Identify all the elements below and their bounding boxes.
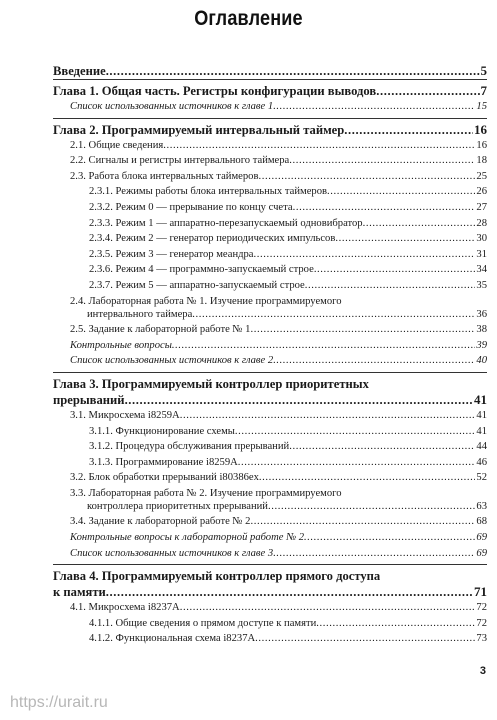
dot-leader [376, 83, 479, 99]
toc-entry-page: 28 [476, 217, 487, 229]
dot-leader [172, 338, 475, 354]
toc-entry-page: 46 [476, 456, 487, 468]
toc-entry[interactable] [53, 530, 487, 546]
toc-entry-page: 38 [476, 324, 487, 336]
chapter-title-cont: прерываний [53, 392, 125, 407]
toc-entry-page: 69 [476, 532, 487, 544]
dot-leader [235, 424, 475, 440]
toc-entry[interactable] [53, 153, 487, 169]
toc-entry-title-cont: интервального таймера [87, 309, 193, 321]
dot-leader [268, 500, 475, 514]
toc-chapter-1[interactable] [53, 83, 487, 99]
toc-entry-page: 72 [476, 602, 487, 614]
toc-entry-title: 2.3.2. Режим 0 — прерывание по концу счета [89, 201, 293, 213]
toc-entry[interactable] [53, 247, 487, 263]
toc-entry[interactable] [53, 322, 487, 338]
dot-leader [250, 514, 475, 530]
toc-entry-page: 40 [476, 355, 487, 367]
toc-entry-page: 44 [476, 441, 487, 453]
dot-leader [163, 138, 475, 154]
toc-entry[interactable] [53, 200, 487, 216]
toc-entry-page: 41 [476, 409, 487, 421]
toc-entry-title: 2.3. Работа блока интервальных таймеров [70, 170, 259, 182]
toc-entry-page: 27 [476, 201, 487, 213]
toc-entry-title: 2.4. Лабораторная работа № 1. Изучение программируемого [70, 295, 342, 307]
dot-leader [344, 122, 473, 138]
toc-entry[interactable] [53, 455, 487, 471]
chapter-page: 16 [474, 121, 487, 137]
page-number: 3 [479, 665, 486, 677]
toc-entry-page: 34 [476, 264, 487, 276]
dot-leader [314, 262, 476, 278]
toc-entry-title: 3.4. Задание к лабораторной работе № 2 [70, 516, 251, 528]
toc-entry[interactable] [53, 231, 487, 247]
dot-leader [106, 584, 473, 600]
chapter-divider [53, 118, 487, 119]
dot-leader [106, 63, 480, 79]
toc-entry-title: 3.1. Микросхема i8259A [70, 409, 180, 421]
dot-leader [304, 530, 475, 546]
toc-entry[interactable] [53, 470, 487, 486]
dot-leader [180, 600, 476, 616]
toc-entry[interactable] [53, 600, 487, 616]
toc-entry-page: 16 [476, 139, 487, 151]
toc-entry-title: 4.1. Микросхема i8237A [70, 602, 180, 614]
page-title: Оглавление [194, 7, 303, 30]
toc-entry-page: 68 [476, 516, 487, 528]
toc-entry-page: 25 [476, 170, 487, 182]
toc-entry[interactable] [53, 262, 487, 278]
dot-leader [180, 408, 476, 424]
toc-chapter-4[interactable] [53, 568, 487, 600]
table-of-contents [53, 60, 487, 647]
toc-entry-title: Список использованных источников к главе 3 [70, 547, 274, 559]
dot-leader [259, 470, 475, 486]
toc-entry-multiline[interactable] [53, 295, 487, 323]
toc-entry-title: 4.1.1. Общие сведения о прямом доступе к памяти [89, 617, 317, 629]
dot-leader [192, 308, 475, 322]
chapter-title: Глава 4. Программируемый контроллер прямого доступа [53, 569, 381, 584]
toc-entry-title: 2.2. Сигналы и регистры интервального таймера [70, 155, 290, 167]
toc-entry-title: 2.3.4. Режим 2 — генератор периодических импульсов [89, 233, 336, 245]
dot-leader [316, 616, 475, 632]
toc-entry[interactable] [53, 631, 487, 647]
toc-entry-title: Контрольные вопросы [70, 339, 172, 351]
toc-entry-title: Введение [53, 64, 106, 78]
chapter-page: 7 [480, 83, 487, 98]
toc-entry-title: Список использованных источников к главе 1 [70, 101, 274, 112]
toc-entry-intro[interactable] [53, 60, 487, 79]
dot-leader [273, 353, 475, 369]
dot-leader [305, 278, 476, 294]
toc-entry[interactable] [53, 99, 487, 115]
toc-chapter-3[interactable] [53, 376, 487, 408]
toc-entry-title: 2.3.5. Режим 3 — генератор меандра [89, 248, 254, 260]
chapter-page: 41 [474, 391, 487, 407]
chapter-divider [53, 564, 487, 565]
dot-leader [335, 231, 475, 247]
toc-entry[interactable] [53, 353, 487, 369]
toc-entry-page: 18 [476, 155, 487, 167]
chapter-title: Глава 2. Программируемый интервальный таймер [53, 122, 345, 137]
toc-entry-title: 4.1.2. Функциональная схема i8237A [89, 633, 256, 645]
dot-leader [273, 546, 475, 562]
dot-leader [125, 392, 473, 408]
toc-entry-title: 3.1.3. Программирование i8259A [89, 456, 238, 468]
toc-entry-title: Контрольные вопросы к лабораторной работе № 2 [70, 532, 305, 544]
toc-entry[interactable] [53, 184, 487, 200]
dot-leader [327, 184, 475, 200]
toc-entry-page: 52 [476, 472, 487, 484]
toc-entry-title: 3.1.2. Процедура обслуживания прерываний [89, 441, 290, 453]
toc-entry-title: 2.3.1. Режимы работы блока интервальных таймеров [89, 186, 327, 198]
toc-entry-page: 69 [476, 547, 487, 559]
chapter-divider [53, 79, 487, 80]
toc-entry-page: 73 [476, 633, 487, 645]
toc-entry-page: 30 [476, 233, 487, 245]
dot-leader [254, 247, 476, 263]
dot-leader [250, 322, 475, 338]
toc-entry-page: 35 [476, 279, 487, 291]
toc-entry-title: 3.2. Блок обработки прерываний i80386ex [70, 472, 259, 484]
toc-entry-page: 36 [476, 309, 487, 321]
toc-entry-title: 2.3.3. Режим 1 — аппаратно-перезапускаемый одновибратор [89, 217, 363, 229]
toc-entry-page: 15 [476, 101, 487, 112]
dot-leader [289, 439, 475, 455]
toc-entry[interactable] [53, 616, 487, 632]
toc-entry-multiline[interactable] [53, 487, 487, 515]
toc-entry[interactable] [53, 138, 487, 154]
toc-entry[interactable] [53, 546, 487, 562]
toc-entry-page: 72 [476, 617, 487, 629]
toc-entry[interactable] [53, 169, 487, 185]
toc-entry-title: 2.3.6. Режим 4 — программно-запускаемый строе [89, 264, 314, 276]
toc-entry-page: 41 [476, 425, 487, 437]
dot-leader [293, 200, 476, 216]
dot-leader [238, 455, 476, 471]
toc-entry[interactable] [53, 338, 487, 354]
toc-entry-page: 63 [476, 501, 487, 513]
toc-entry-title: 3.1.1. Функционирование схемы [89, 425, 235, 437]
toc-entry-title: 3.3. Лабораторная работа № 2. Изучение программируемого [70, 487, 342, 499]
chapter-divider [53, 372, 487, 373]
toc-entry[interactable] [53, 216, 487, 232]
toc-entry[interactable] [53, 424, 487, 440]
chapter-page: 71 [474, 584, 487, 600]
dot-leader [258, 169, 475, 185]
toc-entry-title-cont: контроллера приоритетных прерываний [87, 501, 268, 513]
watermark: https://urait.ru [10, 694, 108, 711]
toc-chapter-2[interactable] [53, 122, 487, 138]
toc-entry-title: 2.3.7. Режим 5 — аппаратно-запускаемый строе [89, 279, 305, 291]
chapter-title: Глава 3. Программируемый контроллер приоритетных [53, 376, 369, 391]
toc-entry-page: 39 [476, 339, 487, 351]
chapter-title: Глава 1. Общая часть. Регистры конфигурации выводов [53, 84, 377, 98]
toc-entry-page: 31 [476, 248, 487, 260]
chapter-title-cont: к памяти [53, 585, 106, 600]
dot-leader [255, 631, 475, 647]
toc-entry-page: 26 [476, 186, 487, 198]
toc-entry[interactable] [53, 514, 487, 530]
toc-entry-title: 2.1. Общие сведения [70, 139, 164, 151]
dot-leader [289, 153, 475, 169]
toc-entry-title: 2.5. Задание к лабораторной работе № 1 [70, 324, 251, 336]
toc-entry-page: 5 [480, 63, 487, 78]
toc-entry[interactable] [53, 278, 487, 294]
toc-entry[interactable] [53, 439, 487, 455]
dot-leader [273, 99, 475, 115]
toc-entry[interactable] [53, 408, 487, 424]
dot-leader [363, 216, 476, 232]
toc-entry-title: Список использованных источников к главе 2 [70, 355, 274, 367]
